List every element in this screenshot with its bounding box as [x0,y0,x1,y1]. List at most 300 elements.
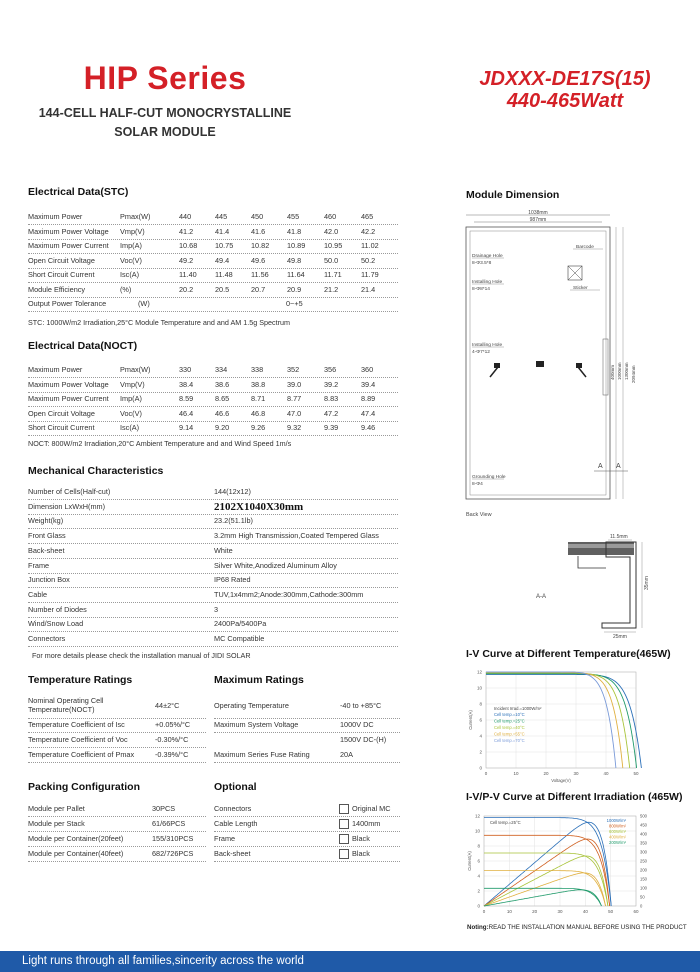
mech-row [28,617,398,632]
row-symbol: Voc(V) [120,408,142,418]
back-view-label: Back View [466,512,492,518]
table-row [28,392,398,407]
row-value: 356 [324,365,337,374]
row-value: 465 [361,212,374,221]
row-value: 9.14 [179,423,194,432]
optional-label: Back-sheet [214,849,251,858]
row-value: 445 [215,212,228,221]
x-tick-label: 40 [582,909,588,914]
row-value: 50.0 [324,255,339,265]
stc-heading: Electrical Data(STC) [28,186,129,198]
y-tick-label: 2 [479,749,482,755]
tolerance-row [28,297,398,312]
legend-entry: 600W/m² [609,829,626,834]
iv-temp-chart [462,664,674,784]
row-value: 8.59 [179,394,194,403]
temp-heading: Temperature Ratings [28,674,133,686]
y-tick-label: 8 [477,843,480,849]
ivpv-chart [462,808,680,920]
row-value: 9.39 [324,423,339,432]
product-subtitle [0,104,330,142]
row-value: 49.4 [215,255,230,265]
iv-temp-heading: I-V Curve at Different Temperature(465W) [466,648,671,660]
dim-d1: 400mm [610,364,615,380]
temp-row [28,718,206,733]
table-row [28,268,398,283]
frame-width-label: 11.5mm [610,534,628,540]
row-value: 38.8 [251,379,266,389]
mech-row [28,529,398,544]
row-symbol: Pmax(W) [120,365,151,374]
row-value: 46.6 [215,408,230,418]
junction-box-center [536,361,544,367]
section-label: A-A [536,594,547,600]
row-symbol: Isc(A) [120,423,140,432]
installing2-size: 4-Φ7*12 [472,350,490,355]
mech-value: 3 [214,604,219,614]
optional-label: Connectors [214,804,252,813]
installing-label: Installing Hole [472,280,503,285]
drainage-label: Drainage Hole [472,254,503,259]
connector-left [494,363,500,368]
installing2-label: Installing Hole [472,343,503,348]
section-mark-a1: A [598,463,603,470]
y2-tick-label: 350 [640,840,647,846]
row-value: 11.48 [215,270,233,279]
row-value: 49.8 [287,255,302,265]
legend-entry: Cell temp.=25°C [494,718,525,724]
row-label: Maximum Power [28,365,83,374]
option-checkbox[interactable] [339,849,349,859]
legend-entry: Cell temp.=10°C [494,712,525,717]
optional-value: 1400mm [352,819,381,828]
mech-label: Wind/Snow Load [28,619,84,629]
legend-entry: 800W/m² [609,823,626,829]
mech-row [28,588,398,603]
dim-d3: 1300mm [624,362,629,380]
row-value: 8.83 [324,394,339,403]
optional-value: Black [352,849,370,858]
glass-laminate [568,542,634,555]
grounding-size: 8-Φ4 [472,482,483,487]
option-checkbox[interactable] [339,834,349,844]
ivpv-heading: I-V/P-V Curve at Different Irradiation (465W) [466,791,683,803]
mech-value: 3.2mm High Transmission,Coated Tempered Glass [214,531,379,541]
row-value: 450 [251,212,264,221]
dimension-heading: Module Dimension [466,189,560,201]
optional-value: Original MC [352,804,391,813]
row-symbol: Vmp(V) [120,226,145,236]
mech-value: 144(12x12) [214,487,251,496]
row-value: 9.20 [215,423,230,432]
temp-row [28,697,206,719]
temp-value: +0.05%/°C [155,720,191,729]
row-value: 20.2 [179,284,194,294]
row-label: Module Efficiency [28,284,86,294]
option-checkbox[interactable] [339,819,349,829]
mech-row [28,485,398,500]
mech-value: 23.2(51.1lb) [214,516,253,526]
module-dimension-drawing [460,205,675,645]
row-value: 49.6 [251,255,266,265]
row-value: 50.2 [361,255,376,265]
row-value: 42.2 [361,226,376,236]
frame-height-label: 35mm [644,576,650,590]
mech-value: MC Compatible [214,634,265,643]
model-block [440,68,690,112]
y2-tick-label: 300 [640,849,647,855]
legend-title: Cell temp.=25°C [490,820,521,825]
row-value: 360 [361,365,374,374]
noting-text: READ THE INSTALLATION MANUAL BEFORE USING THE PRODUCT [488,924,687,931]
x-tick-label: 50 [633,771,639,776]
optional-row [214,847,400,862]
row-symbol: Imp(A) [120,241,142,250]
legend-entry: Cell temp.=40°C [494,725,525,730]
noting-line [467,924,687,931]
row-label: Maximum Power Voltage [28,379,109,389]
x-tick-label: 20 [532,909,538,914]
temp-label-line2: Temperature(NOCT) [28,705,95,714]
temp-label: Temperature Coefficient of Voc [28,735,128,744]
mech-row [28,603,398,618]
sticker-label: Sticker [573,286,588,291]
mech-value: 2102X1040X30mm [214,500,304,513]
y-tick-label: 6 [479,717,482,723]
legend-entry: 200W/m² [609,840,626,845]
row-value: 352 [287,365,300,374]
y2-tick-label: 200 [640,867,647,873]
y-tick-label: 4 [479,733,482,739]
mech-value: TUV,1x4mm2;Anode:300mm,Cathode:300mm [214,589,364,599]
mech-value: Silver White,Anodized Aluminum Alloy [214,560,337,570]
maxr-label: Maximum Series Fuse Rating [214,750,310,759]
mech-row [28,573,398,588]
y-axis-label: Current(A) [467,851,472,871]
y-tick-label: 0 [477,903,480,909]
row-value: 9.26 [251,423,266,432]
y-tick-label: 8 [479,701,482,707]
row-value: 47.0 [287,408,302,418]
table-row [28,363,398,378]
table-row [28,210,398,225]
frame-base-label: 25mm [613,634,627,640]
mech-label: Connectors [28,634,66,643]
temp-label: Temperature Coefficient of Isc [28,720,125,729]
series-title: HIP Series [83,60,247,96]
row-value: 41.6 [251,226,266,236]
row-value: 8.65 [215,394,230,403]
mech-note: For more details please check the installation manual of JIDI SOLAR [32,651,251,660]
y-tick-label: 2 [477,888,480,894]
y2-tick-label: 100 [640,885,647,891]
row-value: 330 [179,365,192,374]
installing-size: 8-Φ8*14 [472,287,490,292]
row-value: 38.4 [179,379,194,389]
row-symbol: Vmp(V) [120,379,145,389]
row-value: 42.0 [324,226,339,236]
table-row [28,283,398,298]
optional-heading: Optional [214,781,257,793]
row-value: 10.68 [179,241,198,250]
temp-value: 44±2°C [155,701,180,710]
row-value: 8.77 [287,394,302,403]
y-tick-label: 10 [474,828,480,834]
noct-heading: Electrical Data(NOCT) [28,340,138,352]
row-symbol: Imp(A) [120,394,142,403]
drainage-size: 8-Φ3.5*8 [472,261,492,266]
row-value: 9.46 [361,423,376,432]
row-label: Open Circuit Voltage [28,408,95,418]
y-tick-label: 0 [479,765,482,771]
row-label: Open Circuit Voltage [28,255,95,265]
grounding-label: Grounding Hole [472,475,506,480]
row-value: 455 [287,212,300,221]
maxr-row [214,733,400,747]
maxr-row [214,718,400,733]
row-symbol: Isc(A) [120,270,140,279]
subtitle-line-2: SOLAR MODULE [114,125,216,139]
y-axis-label: Current(A) [468,710,473,730]
row-label: Short Circuit Current [28,423,95,432]
mech-value: White [214,545,233,555]
cable-left [490,367,498,377]
row-value: 11.79 [361,270,379,279]
y-tick-label: 12 [474,813,480,819]
y2-tick-label: 500 [640,813,647,819]
legend-entry: Cell temp.=55°C [494,731,525,737]
table-row [28,421,398,436]
y-tick-label: 4 [477,873,480,879]
packing-row [28,847,206,862]
mech-label: Frame [28,560,50,570]
optional-row [214,832,400,847]
legend-entry: 400W/m² [609,834,626,840]
noting-bold: Noting: [467,924,489,931]
option-checkbox[interactable] [339,804,349,814]
packing-label: Module per Container(20feet) [28,834,124,843]
row-value: 20.5 [215,284,230,294]
row-value: 11.56 [251,270,269,279]
maxr-row [214,748,400,763]
mech-value: IP68 Rated [214,575,251,585]
pv-series-line [484,890,602,906]
frame-lip [578,556,606,568]
row-value: 39.0 [287,379,302,389]
row-value: 11.64 [287,270,305,279]
optional-label: Frame [214,834,236,843]
temp-value: -0.39%/°C [155,750,189,759]
row-value: 10.82 [251,241,270,250]
mech-label: Dimension LxWxH(mm) [28,501,106,511]
barcode-label: Barcode [576,245,594,250]
row-value: 47.4 [361,408,376,418]
footer-slogan: Light runs through all families,sincerity across the world [22,955,304,967]
maxr-heading: Maximum Ratings [214,674,304,686]
y-tick-label: 6 [477,858,480,864]
row-value: 8.89 [361,394,376,403]
row-value: 8.71 [251,394,266,403]
subtitle-line-1: 144-CELL HALF-CUT MONOCRYSTALLINE [38,106,292,120]
maxr-value: 20A [340,750,353,759]
tolerance-value: 0~+5 [286,299,303,308]
packing-label: Module per Stack [28,819,85,828]
packing-value: 155/310PCS [152,834,194,843]
x-axis-label: Voltage(V) [551,778,571,783]
maxr-value: 1000V DC [340,720,374,729]
packing-row [28,832,206,847]
temp-label: Temperature Coefficient of Pmax [28,750,135,759]
row-value: 39.4 [361,379,376,389]
y2-tick-label: 400 [640,831,647,837]
table-row [28,254,398,269]
y2-tick-label: 150 [640,876,647,882]
row-value: 41.2 [179,226,194,236]
x-tick-label: 20 [543,771,549,776]
temp-row [28,748,206,763]
mech-label: Cable [28,589,48,599]
x-tick-label: 60 [633,909,639,914]
connector-right [576,363,582,368]
row-value: 47.2 [324,408,339,418]
packing-row [28,817,206,832]
mech-label: Weight(kg) [28,516,64,526]
stc-note: STC: 1000W/m2 Irradiation,25°C Module Temperature and and AM 1.5g Spectrum [28,318,291,327]
row-label: Maximum Power Current [28,241,109,250]
row-value: 21.2 [324,284,339,294]
x-tick-label: 10 [506,909,512,914]
row-value: 338 [251,365,264,374]
noct-note: NOCT: 800W/m2 Irradiation,20°C Ambient Temperature and and Wind Speed 1m/s [28,439,292,448]
row-value: 11.71 [324,270,342,279]
y-tick-label: 12 [476,669,482,675]
mech-row [28,500,398,515]
y2-tick-label: 0 [640,903,643,909]
table-row [28,225,398,240]
row-symbol: (%) [120,284,132,294]
legend-entry: 1000W/m² [606,818,626,823]
x-tick-label: 30 [557,909,563,914]
row-value: 20.9 [287,284,302,294]
row-value: 39.2 [324,379,339,389]
tolerance-label: Output Power Tolerance [28,299,107,308]
maxr-label: Maximum System Voltage [214,720,299,729]
x-tick-label: 50 [608,909,614,914]
mech-row [28,559,398,574]
temp-label: Nominal Operating Cell [28,696,104,705]
row-label: Short Circuit Current [28,270,95,279]
dim-w1: 1038mm [528,210,548,216]
y2-tick-label: 50 [640,894,645,900]
y-tick-label: 10 [476,685,482,691]
maxr-value: -40 to +85°C [340,701,382,710]
mech-row [28,544,398,559]
legend-title: Incident Irrad.=1000W/m² [494,706,542,711]
cable-right [578,367,586,377]
row-value: 46.4 [179,408,194,418]
mech-row [28,514,398,529]
row-value: 38.6 [215,379,230,389]
temp-value: -0.30%/°C [155,735,189,744]
dim-d4: 2094mm [631,365,636,383]
row-value: 11.02 [361,241,379,250]
packing-heading: Packing Configuration [28,781,141,793]
tolerance-symbol: (W) [138,299,150,308]
y2-tick-label: 250 [640,858,647,864]
table-row [28,378,398,393]
optional-row [214,817,400,832]
glass-layer [568,544,634,548]
row-value: 11.40 [179,270,197,279]
maxr-value: 1500V DC-(H) [340,735,387,744]
mech-label: Front Glass [28,531,66,541]
x-tick-label: 0 [484,771,488,776]
pv-series-line [484,873,606,906]
row-value: 440 [179,212,192,221]
side-rail [603,339,608,395]
row-value: 460 [324,212,337,221]
x-tick-label: 40 [603,771,609,776]
packing-label: Module per Pallet [28,804,85,813]
mech-label: Back-sheet [28,545,65,555]
mech-label: Number of Diodes [28,604,87,614]
row-value: 10.95 [324,241,343,250]
packing-row [28,802,206,817]
optional-value: Black [352,834,370,843]
table-row [28,407,398,422]
row-value: 10.75 [215,241,234,250]
row-label: Maximum Power [28,212,83,221]
optional-row [214,802,400,817]
mech-value: 2400Pa/5400Pa [214,619,267,629]
x-tick-label: 0 [482,909,486,914]
row-value: 49.2 [179,255,194,265]
row-value: 9.32 [287,423,302,432]
optional-label: Cable Length [214,819,258,828]
row-value: 334 [215,365,228,374]
model-number: JDXXX-DE17S(15) [479,68,651,90]
temp-row [28,733,206,748]
packing-value: 61/66PCS [152,819,186,828]
mech-label: Junction Box [28,575,70,585]
x-tick-label: 30 [573,771,579,776]
maxr-row [214,697,400,719]
row-symbol: Pmax(W) [120,212,151,221]
packing-value: 682/726PCS [152,849,194,858]
mech-heading: Mechanical Characteristics [28,465,164,477]
maxr-label: Operating Temperature [214,701,289,710]
row-value: 21.4 [361,284,376,294]
x-tick-label: 10 [513,771,519,776]
mech-label: Number of Cells(Half-cut) [28,487,111,496]
packing-label: Module per Container(40feet) [28,849,124,858]
row-label: Maximum Power Current [28,394,109,403]
row-value: 41.8 [287,226,302,236]
legend-entry: Cell temp.=70°C [494,738,525,743]
packing-value: 30PCS [152,804,176,813]
row-value: 10.89 [287,241,306,250]
dim-w2: 987mm [529,217,547,223]
row-symbol: Voc(V) [120,255,142,265]
mech-row [28,632,398,647]
power-range: 440-465Watt [506,90,624,112]
table-row [28,239,398,254]
y2-tick-label: 450 [640,822,647,828]
row-value: 46.8 [251,408,266,418]
section-mark-a2: A [616,463,621,470]
row-label: Maximum Power Voltage [28,226,109,236]
row-value: 41.4 [215,226,230,236]
